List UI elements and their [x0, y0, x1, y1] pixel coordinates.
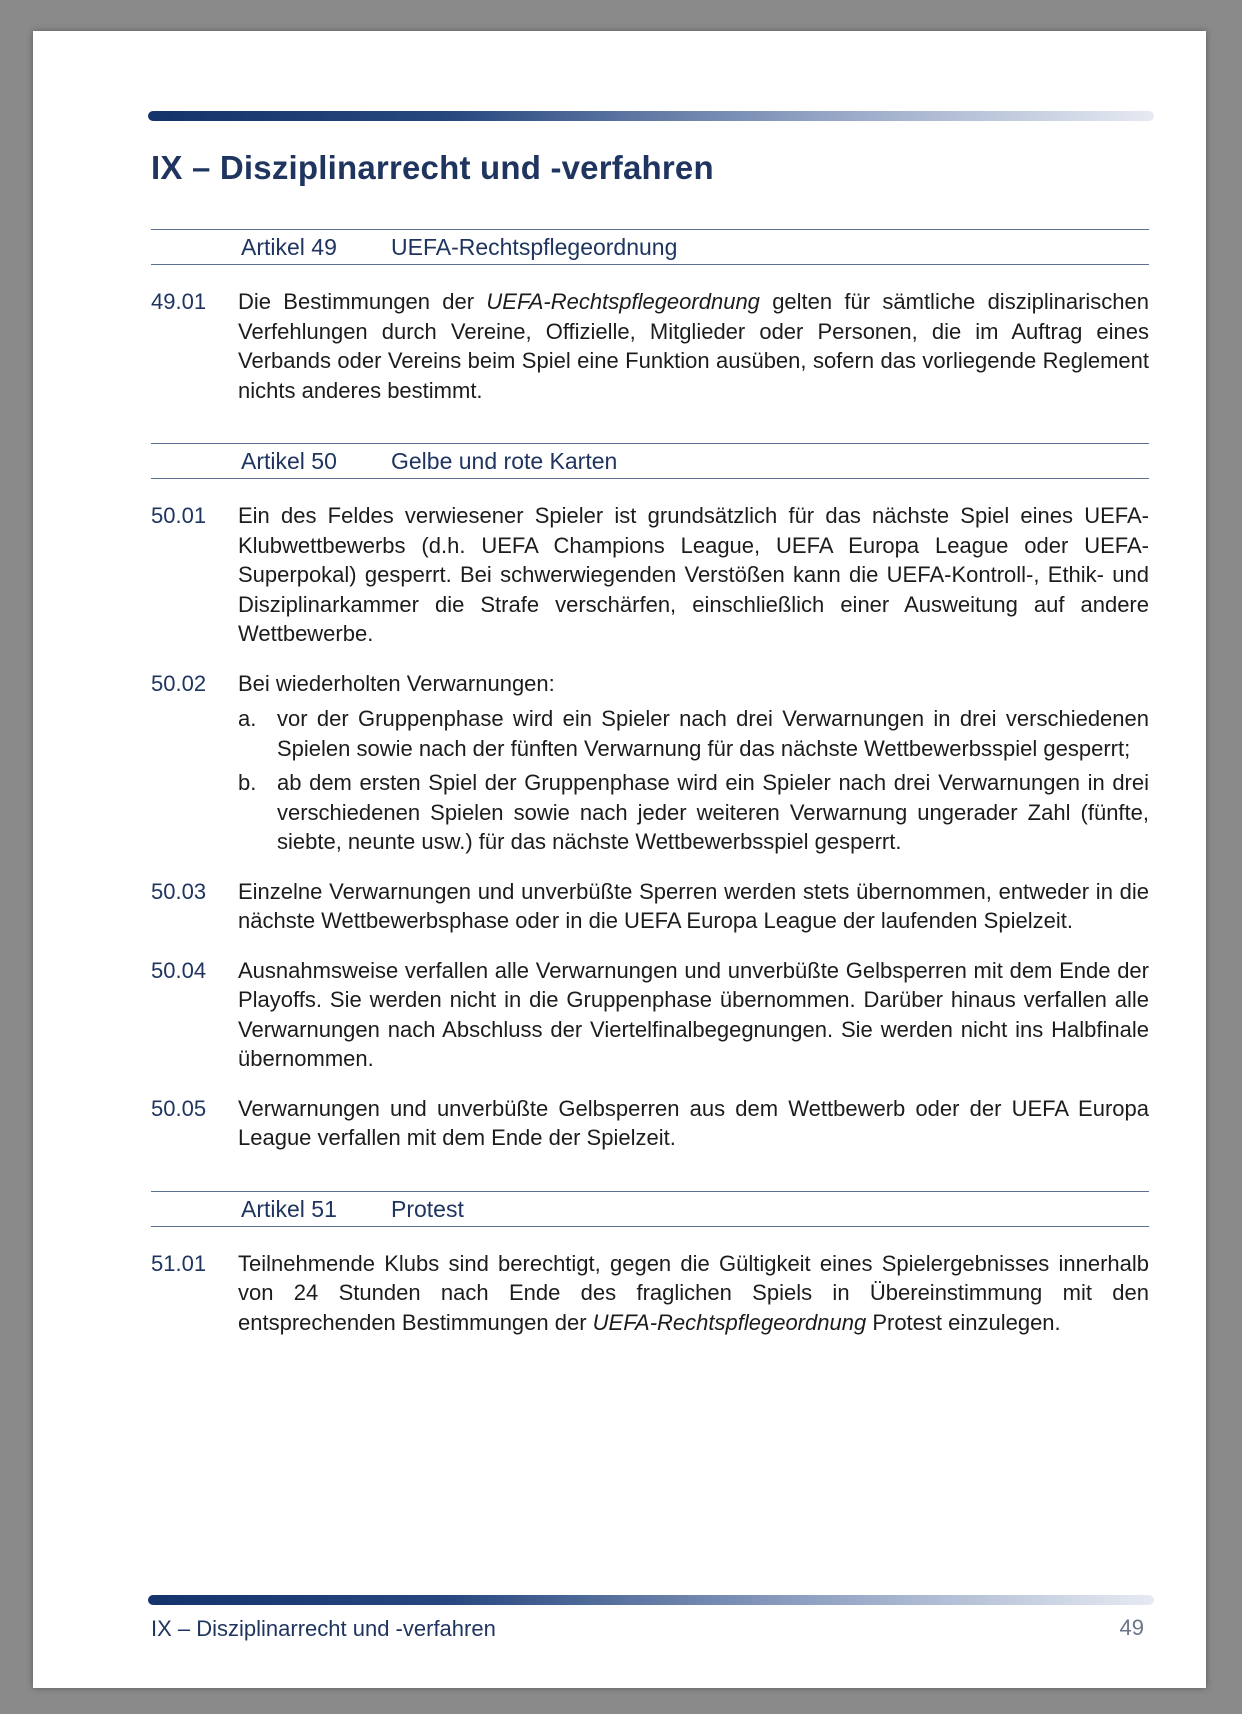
list-letter: b.: [238, 770, 257, 795]
article-heading: [151, 229, 1149, 265]
clause-number: 50.01: [151, 503, 207, 528]
article-50: [151, 443, 1149, 1153]
clause-text: Einzelne Verwarnungen und unverbüßte Sperren werden stets übernommen, entweder in die nächste Wettbewerbsphase oder in die UEFA Europa League der laufenden Spielzeit.: [238, 878, 1149, 933]
clause-50-02: [151, 669, 1149, 857]
clause-number: 50.02: [151, 670, 207, 696]
document-page: [33, 31, 1206, 1688]
clause-49-01: [151, 287, 1149, 405]
article-49: [151, 229, 1149, 405]
article-title: UEFA-Rechtspflegeordnung: [391, 234, 678, 260]
clause-text: [238, 287, 1149, 405]
clause-text-part: Die Bestimmungen der: [238, 289, 487, 314]
clause-intro: Bei wiederholten Verwarnungen:: [238, 670, 555, 696]
list-item-text: ab dem ersten Spiel der Gruppenphase wird ein Spieler nach drei Verwarnungen in drei verschiedenen Spielen sowie nach jeder weiteren Verwarnung ungerader Zahl (fünfte, siebte, neunte usw.) für das nächste Wettbewerbsspiel gesperrt.: [277, 770, 1149, 854]
clause-50-01: [151, 501, 1149, 649]
chapter-title: IX – Disziplinarrecht und -verfahren: [151, 149, 714, 186]
page-number: 49: [1119, 1615, 1144, 1640]
clause-50-04: [151, 956, 1149, 1074]
clause-text-part: Protest einzulegen.: [866, 1309, 1061, 1335]
clause-text: Ein des Feldes verwiesener Spieler ist grundsätzlich für das nächste Spiel eines UEFA-Klubwettbewerbs (d.h. UEFA Champions League, UEFA Europa League oder UEFA-Superpokal) gesperrt. Bei schwerwiegenden Verstößen kann die UEFA-Kontroll-, Ethik- und Disziplinarkammer die Strafe verschärfen, einschließlich einer Ausweitung auf andere Wettbewerbe.: [238, 503, 1149, 646]
clause-number: 50.03: [151, 878, 207, 904]
header-gradient-bar: [148, 111, 1154, 121]
list-item-text: vor der Gruppenphase wird ein Spieler nach drei Verwarnungen in drei verschiedenen Spielen sowie nach der fünften Verwarnung für das nächste Wettbewerbsspiel gesperrt;: [277, 706, 1149, 761]
article-title: Protest: [391, 1195, 464, 1222]
list-item: [238, 704, 1149, 763]
article-heading: [151, 1191, 1149, 1227]
clause-number: 49.01: [151, 289, 207, 314]
footer-title: IX – Disziplinarrecht und -verfahren: [151, 1616, 496, 1641]
clause-text-part: Teilnehmende Klubs sind berechtigt, gegen die Gültigkeit eines Spielergebnisses innerhalb von 24 Stunden nach Ende des fraglichen Spiels in Übereinstimmung mit den entsprechenden Bestimmungen der: [238, 1250, 1149, 1335]
clause-text-italic: UEFA-Rechtspflegeordnung: [486, 289, 760, 314]
footer-gradient-bar: [148, 1595, 1154, 1605]
clause-50-03: [151, 877, 1149, 936]
list-letter: a.: [238, 706, 257, 731]
clause-51-01: [151, 1249, 1149, 1338]
article-number: Artikel 49: [241, 234, 337, 260]
article-heading: [151, 443, 1149, 479]
clause-text: Ausnahmsweise verfallen alle Verwarnungen und unverbüßte Gelbsperren mit dem Ende der Playoffs. Sie werden nicht in die Gruppenphase übernommen. Darüber hinaus verfallen alle Verwarnungen nach Abschluss der Viertelfinalbegegnungen. Sie werden nicht ins Halbfinale übernommen.: [238, 957, 1149, 1071]
clause-number: 50.05: [151, 1095, 207, 1121]
article-51: [151, 1191, 1149, 1338]
article-number: Artikel 51: [241, 1195, 337, 1222]
article-title: Gelbe und rote Karten: [391, 448, 618, 474]
list-item: [238, 768, 1149, 857]
clause-number: 50.04: [151, 957, 207, 983]
clause-text-italic: UEFA-Rechtspflegeordnung: [592, 1309, 867, 1335]
clause-text: Verwarnungen und unverbüßte Gelbsperren aus dem Wettbewerb oder der UEFA Europa League verfallen mit dem Ende der Spielzeit.: [238, 1095, 1149, 1150]
clause-text: [238, 1249, 1149, 1338]
clause-50-05: [151, 1094, 1149, 1153]
clause-number: 51.01: [151, 1250, 207, 1276]
article-number: Artikel 50: [241, 448, 337, 474]
page-content: [151, 229, 1149, 1375]
clause-text-part: gelten für sämtliche disziplinarischen Verfehlungen durch Vereine, Offizielle, Mitglieder oder Personen, die im Auftrag eines Verbands oder Vereins beim Spiel eine Funktion ausüben, sofern das vorliegende Reglement nichts anderes bestimmt.: [238, 289, 1149, 403]
clause-text: [238, 669, 1149, 857]
